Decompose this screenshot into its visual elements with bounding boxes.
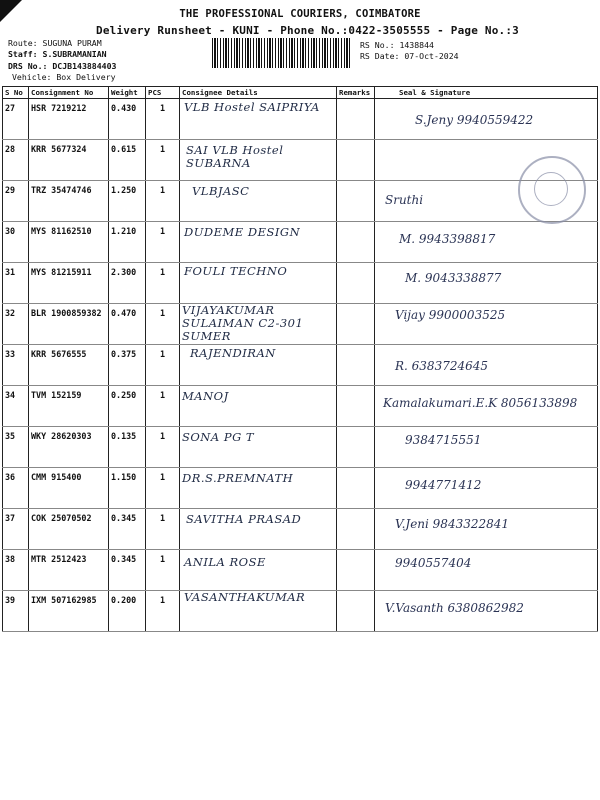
table-row bbox=[3, 304, 598, 345]
rs-no-value: 1438844 bbox=[399, 40, 434, 50]
signature-handwriting: Sruthi bbox=[385, 193, 424, 207]
cell-consignment-no: KRR 5677324 bbox=[29, 140, 109, 181]
consignee-handwriting: SAVITHA PRASAD bbox=[186, 512, 302, 526]
college-seal-stamp bbox=[518, 156, 586, 224]
cell-consignment-no: HSR 7219212 bbox=[29, 99, 109, 140]
cell-pcs: 1 bbox=[146, 263, 180, 304]
cell-weight: 0.345 bbox=[109, 509, 146, 550]
cell-remarks bbox=[337, 181, 375, 222]
cell-pcs: 1 bbox=[146, 386, 180, 427]
cell-weight: 0.375 bbox=[109, 345, 146, 386]
signature-handwriting: M. 9043338877 bbox=[405, 271, 502, 285]
cell-seal-signature bbox=[375, 222, 598, 263]
route-value: SUGUNA PURAM bbox=[42, 38, 102, 48]
cell-sno: 36 bbox=[3, 468, 29, 509]
consignee-handwriting: RAJENDIRAN bbox=[190, 346, 276, 360]
drs-value: DCJB143884403 bbox=[52, 61, 117, 71]
col-header-signature: Seal & Signature bbox=[375, 87, 598, 99]
cell-consignment-no: IXM 507162985 bbox=[29, 591, 109, 632]
cell-remarks bbox=[337, 222, 375, 263]
table-row bbox=[3, 427, 598, 468]
staff-line bbox=[8, 49, 107, 60]
cell-consignee-details bbox=[180, 550, 337, 591]
col-header-remarks: Remarks bbox=[337, 87, 375, 99]
col-header-consignment: Consignment No bbox=[29, 87, 109, 99]
signature-handwriting: R. 6383724645 bbox=[395, 359, 489, 373]
runsheet-subtitle: Delivery Runsheet - KUNI - Phone No.:0422-3505555 - Page No.:3 bbox=[96, 24, 519, 37]
cell-seal-signature bbox=[375, 509, 598, 550]
staff-value: S.SUBRAMANIAN bbox=[42, 49, 107, 59]
cell-remarks bbox=[337, 468, 375, 509]
col-header-pcs: PCS bbox=[146, 87, 180, 99]
drs-label: DRS No.: bbox=[8, 61, 48, 71]
table-row bbox=[3, 509, 598, 550]
cell-weight: 0.200 bbox=[109, 591, 146, 632]
cell-weight: 0.430 bbox=[109, 99, 146, 140]
table-row bbox=[3, 99, 598, 140]
cell-seal-signature bbox=[375, 263, 598, 304]
cell-remarks bbox=[337, 591, 375, 632]
cell-weight: 1.250 bbox=[109, 181, 146, 222]
table-row bbox=[3, 222, 598, 263]
cell-sno: 27 bbox=[3, 99, 29, 140]
cell-seal-signature bbox=[375, 591, 598, 632]
cell-sno: 28 bbox=[3, 140, 29, 181]
cell-seal-signature bbox=[375, 468, 598, 509]
cell-seal-signature bbox=[375, 99, 598, 140]
barcode bbox=[212, 38, 352, 68]
cell-weight: 0.345 bbox=[109, 550, 146, 591]
table-row bbox=[3, 591, 598, 632]
consignee-handwriting: VLB Hostel SAIPRIYA bbox=[184, 100, 320, 114]
cell-seal-signature bbox=[375, 386, 598, 427]
cell-pcs: 1 bbox=[146, 181, 180, 222]
cell-weight: 0.470 bbox=[109, 304, 146, 345]
cell-consignee-details bbox=[180, 345, 337, 386]
signature-handwriting: M. 9943398817 bbox=[399, 232, 496, 246]
rs-date-line bbox=[360, 51, 459, 62]
table-row bbox=[3, 345, 598, 386]
cell-consignment-no: COK 25070502 bbox=[29, 509, 109, 550]
cell-consignee-details bbox=[180, 263, 337, 304]
cell-consignment-no: KRR 5676555 bbox=[29, 345, 109, 386]
cell-sno: 39 bbox=[3, 591, 29, 632]
cell-consignment-no: CMM 915400 bbox=[29, 468, 109, 509]
route-line bbox=[8, 38, 102, 49]
cell-sno: 30 bbox=[3, 222, 29, 263]
cell-remarks bbox=[337, 427, 375, 468]
runsheet-table bbox=[2, 86, 598, 632]
table-header-row bbox=[3, 87, 598, 99]
vehicle-line bbox=[12, 72, 116, 83]
consignee-handwriting: DR.S.PREMNATH bbox=[182, 471, 294, 485]
cell-consignee-details bbox=[180, 591, 337, 632]
cell-sno: 38 bbox=[3, 550, 29, 591]
consignee-handwriting: MANOJ bbox=[182, 389, 229, 403]
cell-remarks bbox=[337, 99, 375, 140]
cell-remarks bbox=[337, 304, 375, 345]
cell-pcs: 1 bbox=[146, 99, 180, 140]
cell-pcs: 1 bbox=[146, 591, 180, 632]
cell-consignee-details bbox=[180, 304, 337, 345]
cell-remarks bbox=[337, 550, 375, 591]
table-row bbox=[3, 140, 598, 181]
signature-handwriting: V.Jeni 9843322841 bbox=[395, 517, 510, 531]
signature-handwriting: V.Vasanth 6380862982 bbox=[385, 601, 524, 615]
cell-consignee-details bbox=[180, 140, 337, 181]
vehicle-label: Vehicle: bbox=[12, 72, 52, 82]
cell-seal-signature bbox=[375, 427, 598, 468]
cell-weight: 0.250 bbox=[109, 386, 146, 427]
cell-weight: 0.135 bbox=[109, 427, 146, 468]
consignee-handwriting: VLBJASC bbox=[192, 184, 250, 198]
cell-pcs: 1 bbox=[146, 468, 180, 509]
table-row bbox=[3, 181, 598, 222]
cell-consignment-no: MTR 2512423 bbox=[29, 550, 109, 591]
cell-pcs: 1 bbox=[146, 345, 180, 386]
cell-remarks bbox=[337, 345, 375, 386]
cell-consignee-details bbox=[180, 181, 337, 222]
company-title: THE PROFESSIONAL COURIERS, COIMBATORE bbox=[179, 8, 421, 20]
cell-consignment-no: MYS 81162510 bbox=[29, 222, 109, 263]
cell-pcs: 1 bbox=[146, 140, 180, 181]
cell-seal-signature bbox=[375, 550, 598, 591]
cell-sno: 37 bbox=[3, 509, 29, 550]
cell-consignment-no: WKY 28620303 bbox=[29, 427, 109, 468]
route-label: Route: bbox=[8, 38, 38, 48]
signature-handwriting: S.Jeny 9940559422 bbox=[415, 113, 534, 127]
table-row bbox=[3, 386, 598, 427]
table-row bbox=[3, 468, 598, 509]
cell-weight: 0.615 bbox=[109, 140, 146, 181]
cell-sno: 35 bbox=[3, 427, 29, 468]
consignee-handwriting: DUDEME DESIGN bbox=[184, 225, 301, 239]
cell-consignee-details bbox=[180, 99, 337, 140]
cell-consignee-details bbox=[180, 509, 337, 550]
table-row bbox=[3, 263, 598, 304]
cell-consignment-no: BLR 1900859382 bbox=[29, 304, 109, 345]
cell-consignee-details bbox=[180, 222, 337, 263]
signature-handwriting: Vijay 9900003525 bbox=[395, 308, 506, 322]
rs-no-label: RS No.: bbox=[360, 40, 395, 50]
signature-handwriting: 9940557404 bbox=[395, 556, 472, 570]
staff-label: Staff: bbox=[8, 49, 38, 59]
rs-no-line bbox=[360, 40, 434, 51]
cell-remarks bbox=[337, 263, 375, 304]
cell-consignee-details bbox=[180, 427, 337, 468]
cell-weight: 1.210 bbox=[109, 222, 146, 263]
cell-weight: 2.300 bbox=[109, 263, 146, 304]
consignee-handwriting: VIJAYAKUMAR SULAIMAN C2-301 SUMER bbox=[182, 303, 304, 343]
cell-sno: 34 bbox=[3, 386, 29, 427]
cell-consignment-no: TRZ 35474746 bbox=[29, 181, 109, 222]
col-header-weight: Weight bbox=[109, 87, 146, 99]
cell-weight: 1.150 bbox=[109, 468, 146, 509]
cell-pcs: 1 bbox=[146, 509, 180, 550]
col-header-consignee: Consignee Details bbox=[180, 87, 337, 99]
consignee-handwriting: ANILA ROSE bbox=[184, 555, 266, 569]
cell-sno: 31 bbox=[3, 263, 29, 304]
cell-consignment-no: MYS 81215911 bbox=[29, 263, 109, 304]
cell-remarks bbox=[337, 509, 375, 550]
consignee-handwriting: SAI VLB Hostel SUBARNA bbox=[186, 143, 284, 170]
rs-date-label: RS Date: bbox=[360, 51, 400, 61]
consignee-handwriting: FOULI TECHNO bbox=[184, 264, 288, 278]
signature-handwriting: Kamalakumari.E.K 8056133898 bbox=[383, 396, 578, 410]
cell-consignee-details bbox=[180, 468, 337, 509]
cell-remarks bbox=[337, 140, 375, 181]
consignee-handwriting: SONA PG T bbox=[182, 430, 255, 444]
cell-remarks bbox=[337, 386, 375, 427]
cell-sno: 32 bbox=[3, 304, 29, 345]
cell-consignment-no: TVM 152159 bbox=[29, 386, 109, 427]
rs-date-value: 07-Oct-2024 bbox=[404, 51, 459, 61]
cell-pcs: 1 bbox=[146, 427, 180, 468]
vehicle-value: Box Delivery bbox=[56, 72, 116, 82]
col-header-sno: S No bbox=[3, 87, 29, 99]
cell-seal-signature bbox=[375, 345, 598, 386]
cell-consignee-details bbox=[180, 386, 337, 427]
cell-pcs: 1 bbox=[146, 304, 180, 345]
cell-pcs: 1 bbox=[146, 222, 180, 263]
cell-sno: 29 bbox=[3, 181, 29, 222]
table-row bbox=[3, 550, 598, 591]
signature-handwriting: 9944771412 bbox=[405, 478, 482, 492]
cell-pcs: 1 bbox=[146, 550, 180, 591]
signature-handwriting: 9384715551 bbox=[405, 433, 482, 447]
consignee-handwriting: VASANTHAKUMAR bbox=[184, 590, 306, 604]
drs-line bbox=[8, 61, 116, 72]
cell-seal-signature bbox=[375, 304, 598, 345]
cell-sno: 33 bbox=[3, 345, 29, 386]
